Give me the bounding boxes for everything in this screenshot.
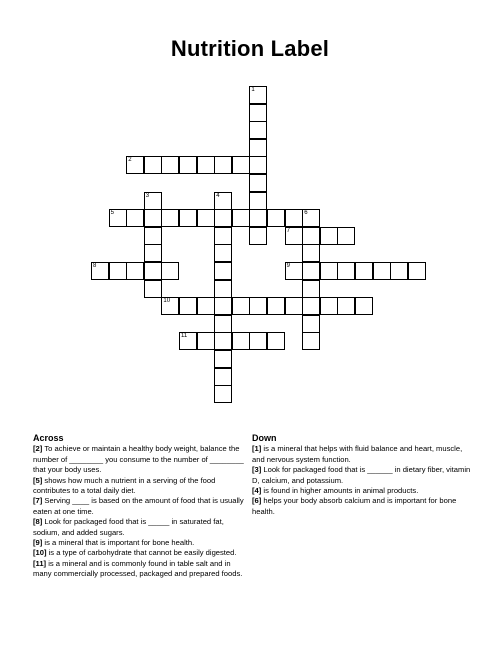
cell-number: 5 xyxy=(110,210,114,217)
grid-cell[interactable] xyxy=(161,262,179,280)
clue-number: [7] xyxy=(33,496,45,506)
grid-cell[interactable] xyxy=(285,227,303,245)
across-clues xyxy=(33,433,250,580)
grid-cell[interactable] xyxy=(144,192,162,210)
grid-cell[interactable] xyxy=(179,156,197,174)
grid-cell[interactable] xyxy=(249,156,267,174)
grid-cell[interactable] xyxy=(267,209,285,227)
grid-cell[interactable] xyxy=(337,227,355,245)
grid-cell[interactable] xyxy=(320,227,338,245)
grid-cell[interactable] xyxy=(109,262,127,280)
grid-cell[interactable] xyxy=(126,262,144,280)
cell-number: 9 xyxy=(286,263,290,269)
cell-number: 4 xyxy=(216,192,220,199)
cell-number: 8 xyxy=(93,263,97,269)
grid-cell[interactable] xyxy=(320,262,338,280)
down-clues xyxy=(252,433,474,517)
grid-cell[interactable] xyxy=(249,121,267,139)
cell-number: 2 xyxy=(128,157,132,164)
puzzle-title: Nutrition Label xyxy=(170,36,330,61)
clue-number: [2] xyxy=(33,444,45,454)
across-clue xyxy=(33,548,250,558)
grid-cell[interactable] xyxy=(249,104,267,122)
grid-cell[interactable] xyxy=(214,156,232,174)
across-clue xyxy=(33,517,250,538)
grid-cell[interactable] xyxy=(144,262,162,280)
clue-number: [3] xyxy=(252,465,264,475)
grid-cell[interactable] xyxy=(126,209,144,227)
grid-cell[interactable] xyxy=(285,262,303,280)
grid-cell[interactable] xyxy=(232,332,250,350)
clue-number: [8] xyxy=(33,517,45,527)
grid-cell[interactable] xyxy=(267,297,285,315)
clue-text: is a type of carbohydrate that cannot be easily digested. xyxy=(48,548,237,558)
grid-cell[interactable] xyxy=(214,315,232,333)
grid-cell[interactable] xyxy=(197,332,215,350)
grid-cell[interactable] xyxy=(373,262,391,280)
grid-cell[interactable] xyxy=(144,209,162,227)
grid-cell[interactable] xyxy=(161,297,179,315)
grid-cell[interactable] xyxy=(109,209,127,227)
clue-text: is a mineral and is commonly found in table salt and in many commercially processed, packaged and prepared foods. xyxy=(33,558,243,579)
grid-cell[interactable] xyxy=(285,209,303,227)
grid-cell[interactable] xyxy=(267,332,285,350)
grid-cell[interactable] xyxy=(249,86,267,104)
grid-cell[interactable] xyxy=(179,297,197,315)
across-clue xyxy=(33,476,250,497)
clue-number: [4] xyxy=(252,486,264,496)
cell-number: 7 xyxy=(286,227,290,234)
grid-cell[interactable] xyxy=(197,156,215,174)
grid-cell[interactable] xyxy=(126,156,144,174)
clue-text: Look for packaged food that is _____ in saturated fat, sodium, and added sugars. xyxy=(33,517,224,537)
clue-text: To achieve or maintain a healthy body weight, balance the number of ________ you consume to the number of ________ that your body uses. xyxy=(33,444,244,475)
down-clue xyxy=(252,496,474,517)
across-clue xyxy=(33,538,250,548)
across-clue xyxy=(33,496,250,517)
cell-number: 10 xyxy=(163,298,171,305)
grid-cell[interactable] xyxy=(214,332,232,350)
grid-cell[interactable] xyxy=(302,209,320,227)
grid-cell[interactable] xyxy=(214,262,232,280)
grid-cell[interactable] xyxy=(197,209,215,227)
grid-cell[interactable] xyxy=(214,192,232,210)
grid-cell[interactable] xyxy=(302,244,320,262)
down-heading: Down xyxy=(252,433,277,443)
clue-text: Serving ____ is based on the amount of food that is usually eaten at one time. xyxy=(33,496,244,516)
grid-cell[interactable] xyxy=(91,262,109,280)
clue-text: is a mineral that is important for bone health. xyxy=(44,538,195,548)
grid-cell[interactable] xyxy=(179,209,197,227)
down-clue xyxy=(252,444,474,465)
cell-number: 3 xyxy=(145,192,150,199)
grid-cell[interactable] xyxy=(355,297,373,315)
clue-number: [9] xyxy=(33,538,45,548)
grid-cell[interactable] xyxy=(302,280,320,298)
clue-number: [5] xyxy=(33,475,45,485)
grid-cell[interactable] xyxy=(197,297,215,315)
grid-cell[interactable] xyxy=(232,156,250,174)
grid-cell[interactable] xyxy=(302,315,320,333)
grid-cell[interactable] xyxy=(249,192,267,210)
clue-number: [6] xyxy=(252,496,264,506)
cell-number: 11 xyxy=(181,333,188,340)
grid-cell[interactable] xyxy=(214,350,232,368)
grid-cell[interactable] xyxy=(161,209,179,227)
grid-cell[interactable] xyxy=(249,209,267,227)
across-clue-list xyxy=(33,444,250,579)
clue-text: Look for packaged food that is ______ in dietary fiber, vitamin D, calcium, and potassium. xyxy=(252,465,471,485)
cell-number: 1 xyxy=(251,87,255,93)
grid-cell[interactable] xyxy=(249,139,267,157)
grid-cell[interactable] xyxy=(214,368,232,386)
grid-cell[interactable] xyxy=(337,297,355,315)
grid-cell[interactable] xyxy=(214,280,232,298)
grid-cell[interactable] xyxy=(232,209,250,227)
grid-cell[interactable] xyxy=(285,297,303,315)
grid-cell[interactable] xyxy=(302,297,320,315)
grid-cell[interactable] xyxy=(337,262,355,280)
grid-cell[interactable] xyxy=(302,262,320,280)
grid-cell[interactable] xyxy=(179,332,197,350)
grid-cell[interactable] xyxy=(144,280,162,298)
grid-cell[interactable] xyxy=(144,156,162,174)
clue-number: [10] xyxy=(33,548,49,558)
grid-cell[interactable] xyxy=(320,297,338,315)
clue-text: is a mineral that helps with fluid balance and heart, muscle, and nervous system function. xyxy=(252,444,463,464)
clue-text: is found in higher amounts in animal products. xyxy=(263,486,419,496)
grid-cell[interactable] xyxy=(214,385,232,403)
grid-cell[interactable] xyxy=(249,174,267,192)
grid-cell[interactable] xyxy=(355,262,373,280)
across-heading: Across xyxy=(33,433,64,443)
grid-cell[interactable] xyxy=(214,244,232,262)
grid-cell[interactable] xyxy=(144,227,162,245)
grid-cell[interactable] xyxy=(232,297,250,315)
clue-text: shows how much a nutrient in a serving of the food contributes to a total daily diet. xyxy=(33,475,216,496)
across-clue xyxy=(33,559,250,580)
grid-cell[interactable] xyxy=(302,227,320,245)
clue-number: [1] xyxy=(252,444,264,454)
clue-number: [11] xyxy=(33,558,49,568)
grid-cell[interactable] xyxy=(390,262,408,280)
grid-cell[interactable] xyxy=(249,332,267,350)
grid-cell[interactable] xyxy=(214,209,232,227)
grid-cell[interactable] xyxy=(302,332,320,350)
grid-cell[interactable] xyxy=(214,297,232,315)
grid-cell[interactable] xyxy=(161,156,179,174)
grid-cell[interactable] xyxy=(249,227,267,245)
down-clue xyxy=(252,465,474,486)
grid-cell[interactable] xyxy=(408,262,426,280)
grid-cell[interactable] xyxy=(144,244,162,262)
grid-cell[interactable] xyxy=(214,227,232,245)
grid-cell[interactable] xyxy=(249,297,267,315)
down-clue-list xyxy=(252,444,474,517)
clue-text: helps your body absorb calcium and is important for bone health. xyxy=(252,496,457,516)
cell-number: 6 xyxy=(304,210,308,217)
across-clue xyxy=(33,444,250,475)
down-clue xyxy=(252,486,474,496)
